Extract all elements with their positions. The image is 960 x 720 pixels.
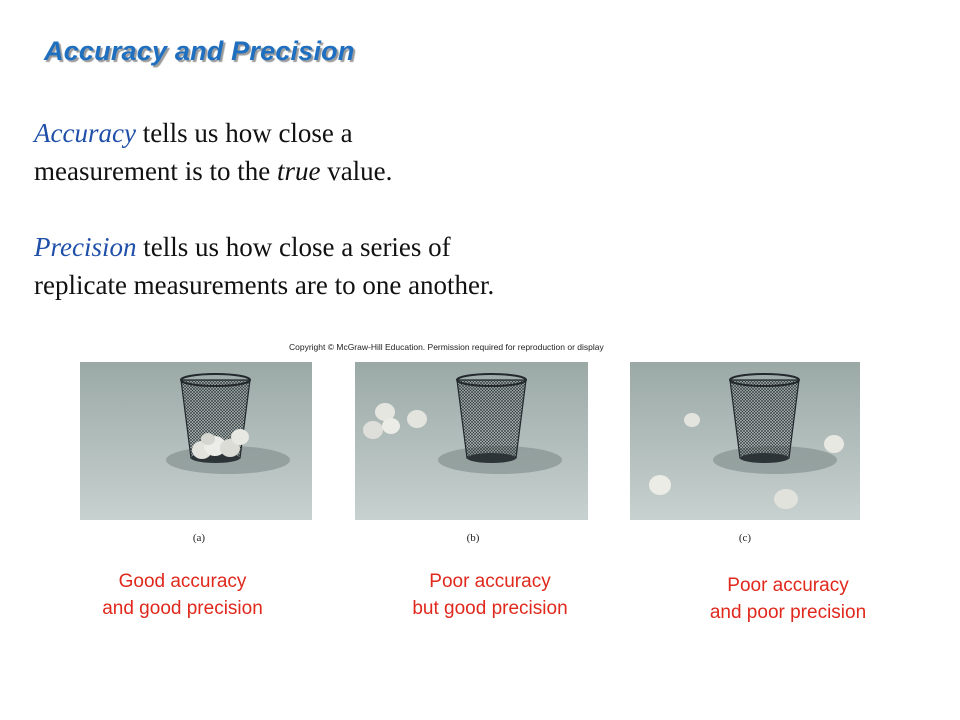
accuracy-term: Accuracy [34,118,136,148]
panel-label-b: (b) [466,532,480,544]
accuracy-emphasis: true [276,156,321,186]
figure-panel-b [355,362,588,520]
figure-panel-c [630,362,860,520]
accuracy-text-1: tells us how close a [135,118,353,148]
precision-text-2: replicate measurements are to one another. [34,270,495,300]
panel-label-a: (a) [192,532,206,544]
slide-title: Accuracy and Precision [44,36,355,66]
caption-c [683,572,893,626]
accuracy-text-2: measurement is to the [34,156,277,186]
precision-term: Precision [34,232,137,262]
caption-b-line-1: Poor accuracy [429,571,551,592]
panel-label-c: (c) [738,532,752,544]
caption-c-line-1: Poor accuracy [727,575,849,596]
caption-a-line-1: Good accuracy [118,571,247,592]
caption-c-line-2: and poor precision [709,602,867,623]
accuracy-text-3: value. [320,156,393,186]
precision-definition [34,228,494,304]
caption-b-line-2: but good precision [412,598,568,619]
figure-panel-a [80,362,312,520]
caption-a-line-2: and good precision [102,598,263,619]
caption-b [385,568,595,622]
accuracy-definition [34,114,392,190]
caption-a [80,568,285,622]
copyright-notice: Copyright © McGraw-Hill Education. Permission required for reproduction or display [289,342,604,352]
precision-text-1: tells us how close a series of [136,232,451,262]
